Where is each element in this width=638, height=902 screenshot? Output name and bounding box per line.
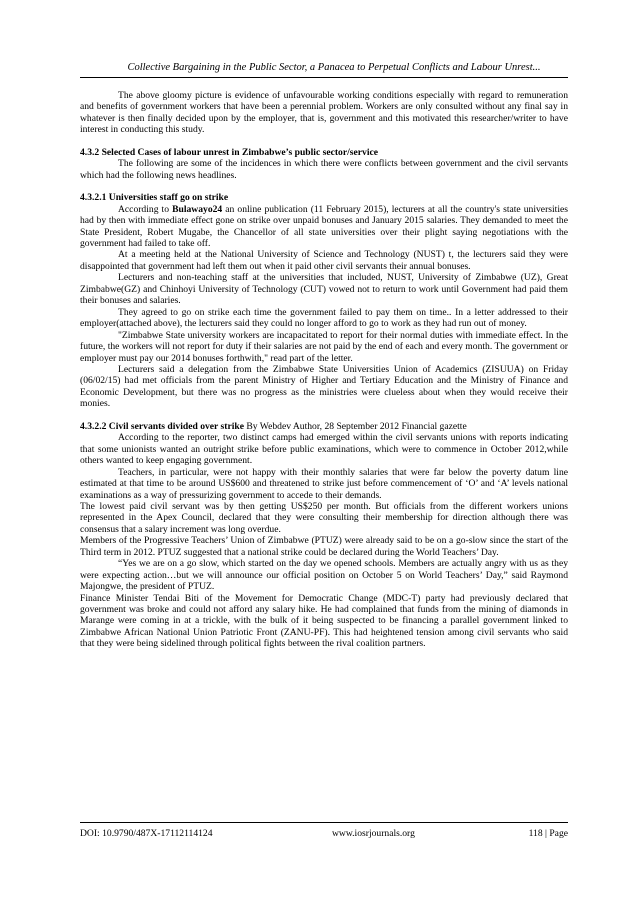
section-heading-4-3-2: 4.3.2 Selected Cases of labour unrest in Zimbabwe’s public sector/service [80, 146, 379, 158]
paragraph-zisuua: Lecturers said a delegation from the Zimbabwe State Universities Union of Academics (ZISUUA) on Friday (06/02/15) had met officials from the parent Ministry of Higher and Tertiary Education and the Ministry of Finance and Economic Development, but there was no progress as the ministries were clueless about when they would receive their monies. [80, 363, 568, 410]
subsection-byline: By Webdev Author, 28 September 2012 Financial gazette [243, 420, 467, 432]
header-rule [80, 77, 568, 78]
paragraph-two-camps: According to the reporter, two distinct camps had emerged within the civil servants unions with reports indicating that some unionists wanted an outright strike before public examinations, which were to commence in October 2012,while others wanted to keep engaging government. [80, 432, 568, 467]
paragraph-strike-letter: They agreed to go on strike each time the government failed to pay them on time.. In a letter addressed to their employer(attached above), the lecturers said they could no longer afford to go to work as they had run out of money. [80, 306, 568, 330]
paragraph-letter-quote: "Zimbabwe State university workers are incapacitated to report for their normal duties with immediate effect. In the future, the workers will not report for duty if their salaries are not paid by the end of each and every month. The government or employer must pay our 2014 bonuses forthwith," read part of the letter. [80, 329, 568, 364]
paragraph-intro: The above gloomy picture is evidence of unfavourable working conditions especially with regard to remuneration and benefits of government workers that have been a perennial problem. Workers are only consulted without any final say in whatever is then finally decided upon by the employer, that is, government and this motivated this researcher/writer to have interest in conducting this study. [80, 90, 568, 136]
paragraph-majongwe-quote: “Yes we are on a go slow, which started on the day we opened schools. Members are actually angry with us as they were expecting action…but we will announce our official position on October 5 on World Teachers’ Day,” said Raymond Majongwe, the president of PTUZ. [80, 558, 568, 593]
footer-rule [80, 822, 568, 823]
text-run: an online publication (11 February 2015), lecturers at all the country's state universities had by then with immediate effect gone on strike over unpaid bonuses and January 2015 salaries. They demanded to meet the State President, Robert Mugabe, the Chancellor of all state universities over their plight saying negotiations with the government had failed to take off. [80, 203, 568, 249]
text-run: According to [118, 203, 173, 215]
source-name: Bulawayo24 [172, 203, 223, 215]
subsection-heading-4-3-2-1: 4.3.2.1 Universities staff go on strike [80, 192, 229, 204]
paragraph-biti: Finance Minister Tendai Biti of the Movement for Democratic Change (MDC-T) party had previously declared that government was broke and could not afford any salary hike. He had complained that funds from the mining of diamonds in Marange were coming in at a trickle, with the bulk of it being suspected to be financing a parallel government linked to Zimbabwe African National Union Patriotic Front (ZANU-PF). This had heightened tension among civil servants who said that they were being sidelined through political fights between the rival coalition partners. [80, 592, 568, 650]
article-body [80, 90, 568, 650]
subsection-heading-4-3-2-2 [80, 421, 568, 432]
running-header: Collective Bargaining in the Public Sector, a Panacea to Perpetual Conflicts and Labour Unrest... [127, 62, 541, 73]
paragraph-incidences: The following are some of the incidences in which there were conflicts between government and the civil servants which had the following news headlines. [80, 158, 568, 181]
footer-doi: DOI: 10.9790/487X-17112114124 [80, 828, 213, 839]
paragraph-teachers: Teachers, in particular, were not happy with their monthly salaries that were far below the poverty datum line estimated at that time to be around US$600 and threatened to strike just before commencement of ‘O’ and ‘A’ levels national examinations as a way of pressurizing government to accede to their demands. [80, 466, 568, 501]
paragraph-nust-meeting: At a meeting held at the National University of Science and Technology (NUST) t, the lecturers said they were disappointed that government had left them out when it paid other civil servants their annual bonuses. [80, 249, 568, 272]
paragraph-lecturers-vow: Lecturers and non-teaching staff at the universities that included, NUST, University of Zimbabwe (UZ), Great Zimbabwe(GZ) and Chinhoyi University of Technology (CUT) vowed not to return to work until Government had paid them their bonuses and salaries. [80, 272, 568, 307]
subsection-title: 4.3.2.2 Civil servants divided over strike [80, 420, 244, 432]
paragraph-lowest-paid: The lowest paid civil servant was by then getting US$250 per month. But officials from the different workers unions represented in the Apex Council, declared that they were consulting their membership for direction although there was consensus that a salary increment was long overdue. [80, 500, 568, 535]
paragraph-ptuz: Members of the Progressive Teachers’ Union of Zimbabwe (PTUZ) were already said to be on a go-slow since the start of the Third term in 2012. PTUZ suggested that a national strike could be declared during the World Teachers’ Day. [80, 535, 568, 558]
paragraph-bulawayo24 [80, 204, 568, 250]
footer-website: www.iosrjournals.org [332, 828, 415, 839]
footer-page-number: 118 | Page [528, 828, 568, 839]
